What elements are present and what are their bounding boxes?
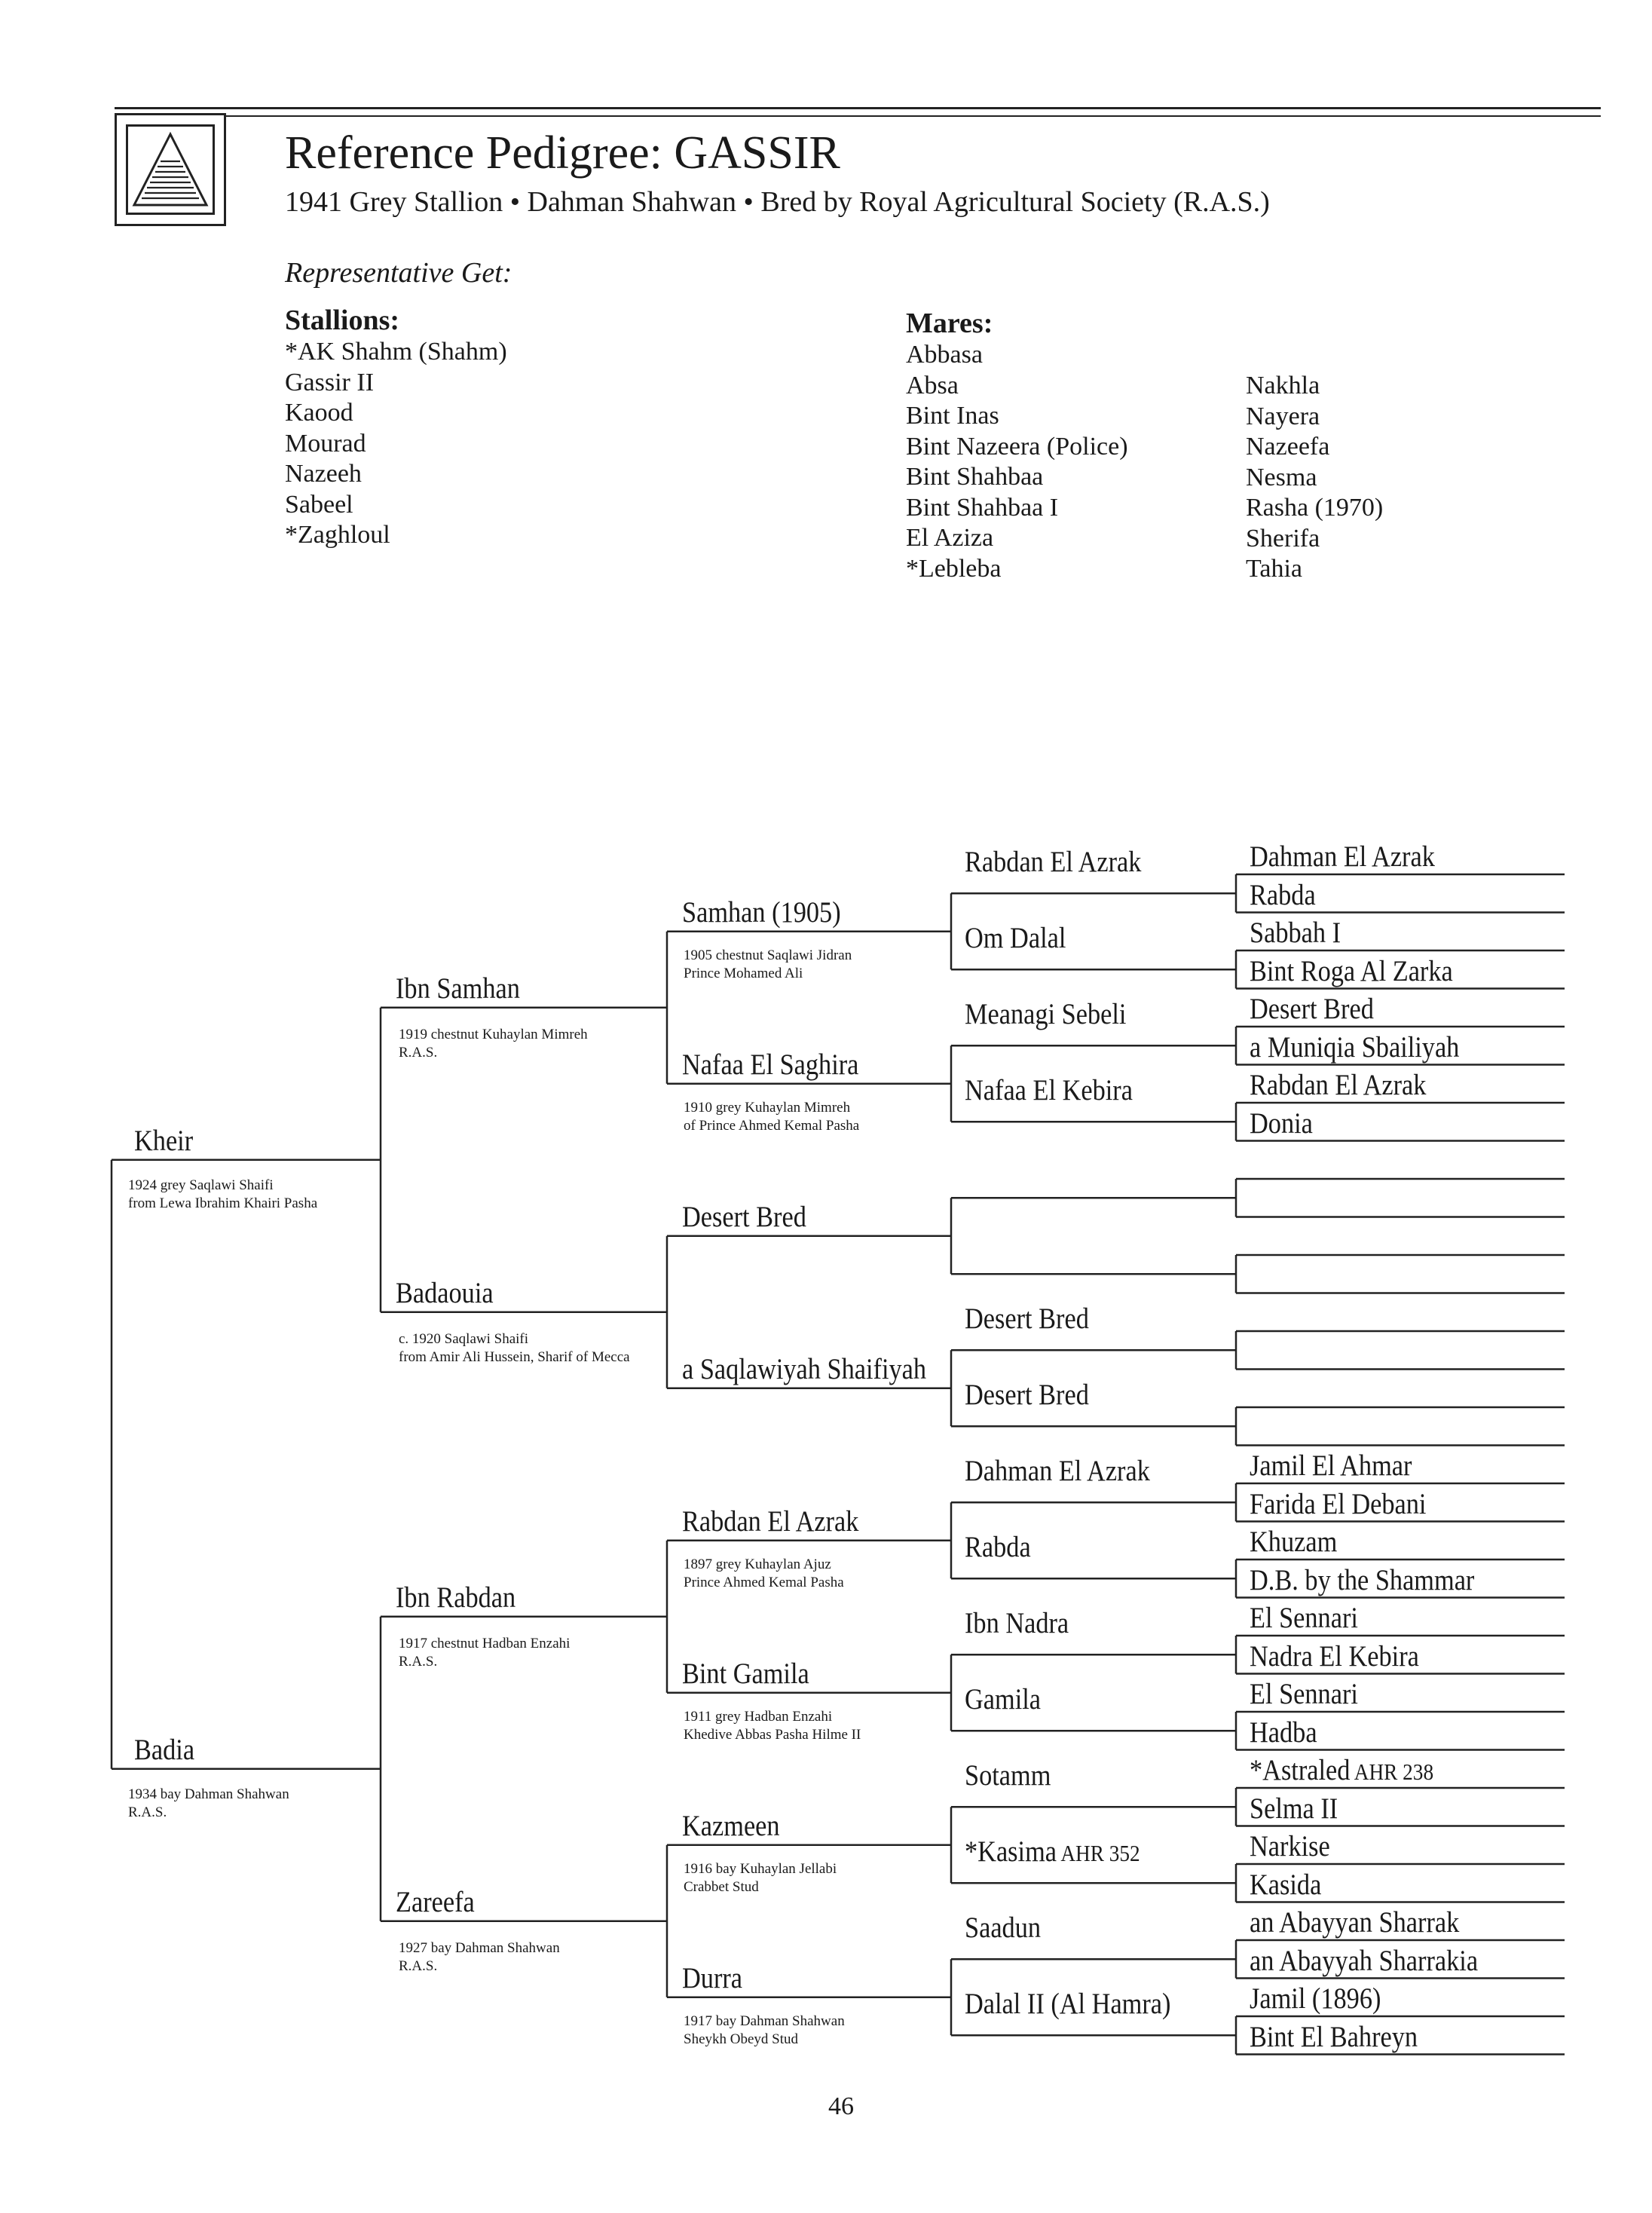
gen5-ancestor-text: Desert Bred <box>1250 993 1374 1025</box>
page-title: Reference Pedigree: GASSIR <box>285 127 840 179</box>
stallion-list-item: *Zaghloul <box>285 521 390 549</box>
description-line: 1897 grey Kuhaylan Ajuz <box>684 1556 831 1572</box>
horse-description <box>399 1939 560 1976</box>
gen5-ancestor <box>1250 992 1374 1026</box>
description-line: 1916 bay Kuhaylan Jellabi <box>684 1860 837 1877</box>
gen3-ancestor-text: a Saqlawiyah Shaifiyah <box>682 1352 927 1385</box>
gen4-ancestor-text: Ibn Nadra <box>965 1607 1069 1640</box>
description-line: 1917 chestnut Hadban Enzahi <box>399 1635 571 1651</box>
gen4-ancestor <box>965 1073 1133 1107</box>
gen3-ancestor <box>682 1352 926 1386</box>
description-line: 1927 bay Dahman Shahwan <box>399 1939 560 1956</box>
gen5-ancestor <box>1250 1106 1313 1140</box>
registration-number: AHR 238 <box>1350 1758 1434 1785</box>
gen5-ancestor-text: an Abayyah Sharrakia <box>1250 1944 1479 1977</box>
stallion-list-item: Mourad <box>285 429 366 458</box>
description-line: of Prince Ahmed Kemal Pasha <box>684 1117 860 1134</box>
gen3-ancestor-text: Durra <box>682 1961 743 1994</box>
gen4-ancestor-text: Saadun <box>965 1912 1042 1945</box>
gen4-ancestor <box>965 1606 1069 1640</box>
stallion-list-item: *AK Shahm (Shahm) <box>285 338 507 366</box>
gen5-ancestor-text: *Astraled <box>1250 1754 1351 1786</box>
horse-description <box>128 1177 317 1213</box>
gen5-ancestor-text: Rabdan El Azrak <box>1250 1069 1427 1101</box>
gen5-ancestor <box>1250 840 1435 874</box>
gen3-ancestor <box>682 1961 742 1995</box>
description-line: Prince Mohamed Ali <box>684 965 803 981</box>
horse-description <box>684 2013 845 2049</box>
stallion-list-item: Kaood <box>285 399 353 427</box>
mare-list-item: El Aziza <box>906 524 994 552</box>
mare-list-item: *Lebleba <box>906 554 1002 583</box>
gen1-ancestor-text: Kheir <box>134 1124 194 1157</box>
gen4-ancestor-text: Gamila <box>965 1683 1042 1716</box>
gen2-ancestor <box>396 1581 515 1615</box>
stallion-list-item: Gassir II <box>285 368 375 396</box>
gen4-ancestor-text: Dahman El Azrak <box>965 1455 1150 1488</box>
gen4-ancestor <box>965 1682 1041 1716</box>
gen3-ancestor <box>682 1200 806 1234</box>
gen3-ancestor <box>682 1048 858 1082</box>
gen4-ancestor <box>965 1758 1051 1792</box>
description-line: Prince Ahmed Kemal Pasha <box>684 1574 844 1590</box>
gen5-ancestor <box>1250 878 1316 912</box>
mare-list-item: Absa <box>906 371 959 399</box>
gen4-ancestor-text: Dalal II (Al Hamra) <box>965 1988 1171 2021</box>
description-line: 1911 grey Hadban Enzahi <box>684 1708 833 1725</box>
gen5-ancestor <box>1250 1868 1321 1902</box>
gen5-ancestor-text: Donia <box>1250 1106 1313 1140</box>
gen4-ancestor <box>965 1530 1031 1564</box>
gen4-ancestor-text: Om Dalal <box>965 922 1066 955</box>
mare-list-item: Nakhla <box>1246 372 1320 399</box>
description-line: 1924 grey Saqlawi Shaifi <box>128 1177 274 1193</box>
gen3-ancestor-text: Nafaa El Saghira <box>682 1048 859 1081</box>
mare-list-item: Nazeefa <box>1246 433 1330 461</box>
gen5-ancestor <box>1250 1563 1474 1597</box>
gen2-ancestor-text: Zareefa <box>396 1885 475 1918</box>
gen5-ancestor <box>1250 1829 1330 1863</box>
gen5-ancestor <box>1250 1487 1426 1521</box>
gen5-ancestor-text: Kasida <box>1250 1868 1322 1901</box>
gen2-ancestor-text: Ibn Samhan <box>396 972 520 1005</box>
gen5-ancestor-text: Bint Roga Al Zarka <box>1250 954 1453 987</box>
registration-number: AHR 352 <box>1057 1840 1140 1867</box>
gen5-ancestor <box>1250 954 1453 988</box>
gen3-ancestor-text: Rabdan El Azrak <box>682 1504 859 1538</box>
gen4-ancestor-text: Meanagi Sebeli <box>965 998 1127 1031</box>
gen5-ancestor-text: Rabda <box>1250 878 1316 911</box>
stallion-list-item: Nazeeh <box>285 460 362 488</box>
description-line: from Amir Ali Hussein, Sharif of Mecca <box>399 1348 630 1365</box>
gen4-ancestor <box>965 845 1141 879</box>
description-line: R.A.S. <box>399 1957 438 1974</box>
gen2-ancestor <box>396 1885 475 1919</box>
stallions-heading: Stallions: <box>285 305 400 336</box>
gen4-ancestor <box>965 1378 1089 1412</box>
representative-get-heading: Representative Get: <box>285 257 512 289</box>
gen5-ancestor-text: Khuzam <box>1250 1526 1338 1558</box>
mare-list-item: Bint Shahbaa I <box>906 493 1059 522</box>
gen5-ancestor <box>1250 1639 1419 1673</box>
gen1-ancestor-text: Badia <box>134 1733 195 1766</box>
description-line: 1905 chestnut Saqlawi Jidran <box>684 947 852 963</box>
gen4-ancestor <box>965 921 1066 955</box>
gen5-ancestor <box>1250 1753 1433 1787</box>
gen2-ancestor <box>396 1276 494 1310</box>
description-line: from Lewa Ibrahim Khairi Pasha <box>128 1195 318 1211</box>
gen4-ancestor-text: Sotamm <box>965 1759 1051 1792</box>
description-line: R.A.S. <box>399 1653 438 1670</box>
gen4-ancestor <box>965 1835 1140 1869</box>
horse-description <box>399 1635 570 1671</box>
gen4-ancestor <box>965 1911 1041 1945</box>
description-line: 1919 chestnut Kuhaylan Mimreh <box>399 1026 588 1042</box>
gen4-ancestor <box>965 1302 1089 1336</box>
gen5-ancestor <box>1250 1068 1426 1102</box>
gen5-ancestor <box>1250 1792 1338 1826</box>
gen5-ancestor-text: Narkise <box>1250 1830 1330 1863</box>
mare-list-item: Bint Shahbaa <box>906 463 1044 491</box>
gen4-ancestor-text: Desert Bred <box>965 1379 1089 1412</box>
gen5-ancestor <box>1250 1944 1478 1978</box>
gen5-ancestor <box>1250 1716 1317 1749</box>
description-line: R.A.S. <box>128 1804 167 1820</box>
gen4-ancestor-text: Rabda <box>965 1531 1031 1564</box>
gen5-ancestor <box>1250 916 1341 950</box>
mares-heading: Mares: <box>906 308 993 339</box>
horse-description <box>684 947 852 983</box>
gen3-ancestor-text: Desert Bred <box>682 1200 806 1233</box>
gen2-ancestor-text: Ibn Rabdan <box>396 1581 516 1614</box>
gen5-ancestor-text: El Sennari <box>1250 1678 1358 1710</box>
mare-list-item: Nesma <box>1246 463 1317 491</box>
gen5-ancestor <box>1250 1905 1459 1939</box>
description-line: c. 1920 Saqlawi Shaifi <box>399 1330 529 1347</box>
gen4-ancestor-text: Nafaa El Kebira <box>965 1074 1133 1107</box>
gen5-ancestor-text: Dahman El Azrak <box>1250 840 1435 873</box>
description-line: Crabbet Stud <box>684 1878 759 1895</box>
page-subtitle: 1941 Grey Stallion • Dahman Shahwan • Bred by Royal Agricultural Society (R.A.S.) <box>285 186 1270 218</box>
gen3-ancestor <box>682 1809 780 1843</box>
gen4-ancestor <box>965 1454 1150 1488</box>
description-line: 1934 bay Dahman Shahwan <box>128 1786 289 1802</box>
gen3-ancestor <box>682 1657 809 1691</box>
mare-list-item: Tahia <box>1246 555 1303 583</box>
mare-list-item: Bint Inas <box>906 402 999 430</box>
gen1-ancestor <box>134 1124 193 1158</box>
gen5-ancestor <box>1250 1449 1412 1483</box>
page-number: 46 <box>828 2092 854 2120</box>
mare-list-item: Abbasa <box>906 341 983 369</box>
description-line: Sheykh Obeyd Stud <box>684 2031 798 2047</box>
gen3-ancestor <box>682 1504 858 1538</box>
gen5-ancestor-text: D.B. by the Shammar <box>1250 1563 1475 1596</box>
gen5-ancestor-text: Selma II <box>1250 1792 1338 1825</box>
gen5-ancestor <box>1250 2020 1418 2054</box>
gen3-ancestor <box>682 895 841 929</box>
horse-description <box>399 1330 630 1367</box>
gen4-ancestor-text: Desert Bred <box>965 1302 1089 1336</box>
mare-list-item: Rasha (1970) <box>1246 494 1384 522</box>
gen5-ancestor-text: Nadra El Kebira <box>1250 1639 1419 1673</box>
description-line: 1917 bay Dahman Shahwan <box>684 2013 845 2029</box>
horse-description <box>684 1556 844 1592</box>
horse-description <box>684 1099 859 1135</box>
gen1-ancestor <box>134 1733 194 1767</box>
gen5-ancestor <box>1250 1601 1358 1635</box>
gen3-ancestor-text: Samhan (1905) <box>682 895 841 929</box>
mare-list-item: Sherifa <box>1246 524 1320 552</box>
gen4-ancestor <box>965 1987 1170 2021</box>
gen5-ancestor-text: Bint El Bahreyn <box>1250 2020 1418 2053</box>
description-line: Khedive Abbas Pasha Hilme II <box>684 1726 861 1743</box>
gen4-ancestor <box>965 997 1126 1031</box>
horse-description <box>684 1860 837 1896</box>
mare-list-item: Bint Nazeera (Police) <box>906 432 1128 461</box>
gen5-ancestor-text: an Abayyan Sharrak <box>1250 1906 1460 1939</box>
gen5-ancestor-text: Farida El Debani <box>1250 1487 1427 1520</box>
description-line: 1910 grey Kuhaylan Mimreh <box>684 1099 851 1116</box>
gen4-ancestor-text: Rabdan El Azrak <box>965 846 1142 879</box>
stallion-list-item: Sabeel <box>285 490 353 519</box>
gen2-ancestor <box>396 972 520 1005</box>
gen4-ancestor-text: *Kasima <box>965 1835 1057 1869</box>
gen3-ancestor-text: Kazmeen <box>682 1809 780 1842</box>
gen5-ancestor-text: El Sennari <box>1250 1602 1358 1634</box>
gen5-ancestor <box>1250 1030 1459 1064</box>
gen5-ancestor <box>1250 1677 1358 1711</box>
gen5-ancestor-text: Jamil El Ahmar <box>1250 1449 1412 1482</box>
horse-description <box>684 1708 861 1744</box>
gen5-ancestor-text: Hadba <box>1250 1716 1317 1749</box>
horse-description <box>399 1026 588 1062</box>
description-line: R.A.S. <box>399 1044 438 1061</box>
horse-description <box>128 1786 289 1822</box>
gen5-ancestor-text: a Muniqia Sbailiyah <box>1250 1030 1460 1064</box>
gen5-ancestor <box>1250 1525 1337 1559</box>
gen3-ancestor-text: Bint Gamila <box>682 1657 809 1690</box>
gen2-ancestor-text: Badaouia <box>396 1276 494 1309</box>
gen5-ancestor <box>1250 1982 1381 2016</box>
mare-list-item: Nayera <box>1246 402 1320 430</box>
gen5-ancestor-text: Jamil (1896) <box>1250 1982 1381 2015</box>
gen5-ancestor-text: Sabbah I <box>1250 917 1341 949</box>
